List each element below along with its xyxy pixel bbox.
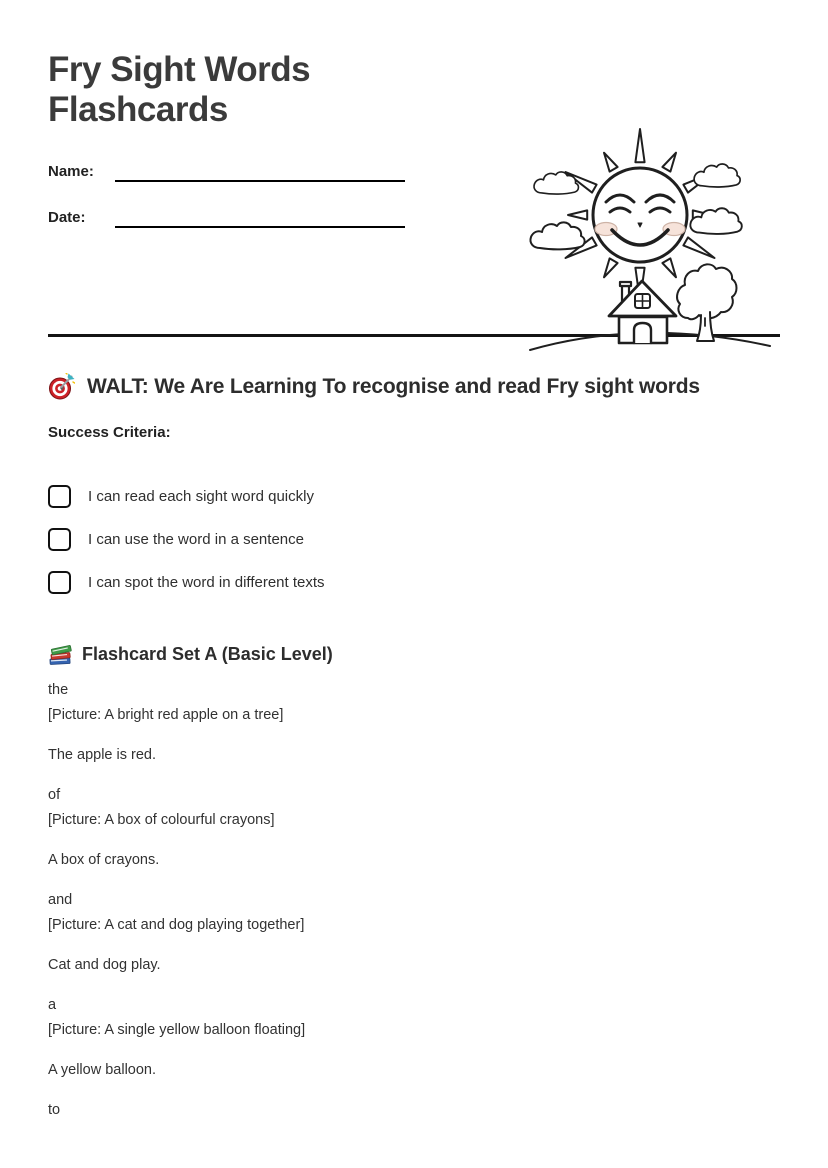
flashcard-word: to: [48, 1102, 61, 1118]
walt-heading: [48, 373, 780, 400]
worksheet-page: [0, 50, 828, 1168]
flashcard-picture-caption: [Picture: A cat and dog playing together]: [48, 917, 305, 933]
flashcard: [48, 678, 780, 768]
flashcard: [48, 888, 780, 978]
flashcard: [48, 993, 780, 1083]
tree: [677, 264, 736, 341]
flashcard: [48, 783, 780, 873]
criterion-row: [48, 528, 780, 551]
flashcard-picture-caption: [Picture: A single yellow balloon floating]: [48, 1022, 306, 1038]
success-criteria-list: [48, 485, 780, 594]
flashcard-word: and: [48, 892, 73, 908]
walt-heading-text: WALT: We Are Learning To recognise and read Fry sight words: [87, 374, 700, 398]
page-title: Fry Sight Words Flashcards: [48, 50, 311, 129]
criterion-label: I can read each sight word quickly: [88, 488, 314, 505]
flashcard-set-heading-text: Flashcard Set A (Basic Level): [82, 644, 333, 664]
criterion-label: I can spot the word in different texts: [88, 574, 325, 591]
date-label: Date:: [48, 209, 86, 226]
flashcard-picture-caption: [Picture: A bright red apple on a tree]: [48, 707, 284, 723]
name-label: Name:: [48, 163, 94, 180]
criterion-checkbox[interactable]: [48, 571, 71, 594]
flashcard-word: a: [48, 997, 57, 1013]
dart-target-icon: [48, 373, 75, 400]
sun-house-illustration: [502, 120, 790, 362]
books-stack-icon: [48, 643, 72, 666]
flashcard-word: of: [48, 787, 61, 803]
date-write-line: [115, 208, 405, 228]
criterion-label: I can use the word in a sentence: [88, 531, 304, 548]
house: [609, 281, 676, 343]
flashcard-sentence: Cat and dog play.: [48, 957, 161, 973]
criterion-row: [48, 485, 780, 508]
criterion-checkbox[interactable]: [48, 528, 71, 551]
flashcard-list: [48, 678, 780, 1123]
flashcard: [48, 1098, 780, 1123]
flashcard-set-heading: [48, 643, 780, 666]
success-criteria-label: Success Criteria:: [48, 424, 171, 441]
name-write-line: [115, 162, 405, 182]
flashcard-sentence: A yellow balloon.: [48, 1062, 157, 1078]
flashcard-word: the: [48, 682, 69, 698]
flashcard-sentence: A box of crayons.: [48, 852, 160, 868]
criterion-row: [48, 571, 780, 594]
criterion-checkbox[interactable]: [48, 485, 71, 508]
sun-face-circle: [593, 168, 687, 262]
flashcard-sentence: The apple is red.: [48, 747, 157, 763]
flashcard-picture-caption: [Picture: A box of colourful crayons]: [48, 812, 275, 828]
